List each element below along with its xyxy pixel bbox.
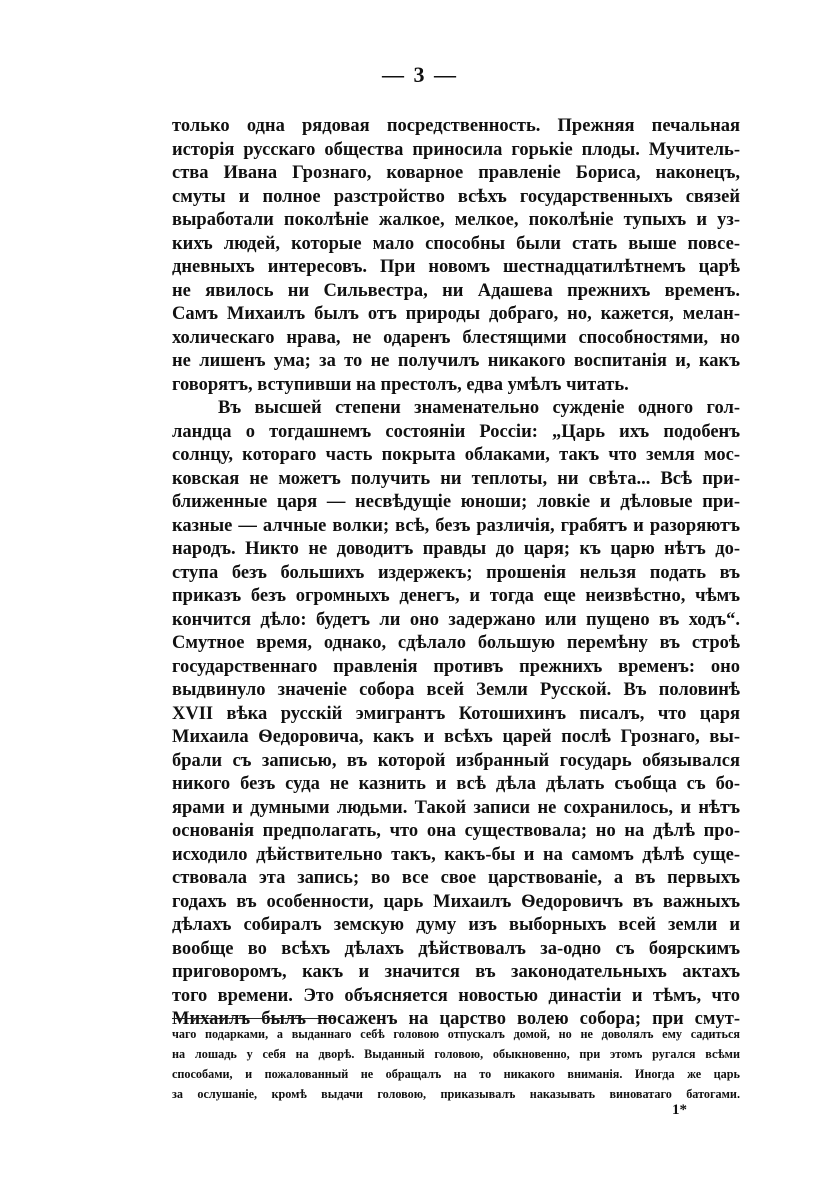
text-line: кихъ людей, которые мало способны были стать выше повсе-	[172, 233, 740, 254]
text-line: ствовала эта запись; во все свое царствованіе, а въ первыхъ	[172, 868, 740, 888]
text-line: исходило дѣйствительно такъ, какъ-бы и на самомъ дѣлѣ суще-	[172, 844, 740, 865]
footnote-line: на лошадь у себя на дворѣ. Выданный головою, обыкновенно, при этомъ ругался всѣми	[172, 1047, 740, 1061]
text-line: ства Ивана Грознаго, коварное правленіе Бориса, наконецъ,	[172, 163, 740, 183]
text-line: дневныхъ интересовъ. При новомъ шестнадцатилѣтнемъ царѣ	[172, 257, 740, 277]
text-line: выдвинуло значеніе собора всей Земли Русской. Въ половинѣ	[172, 680, 740, 700]
text-line: Михаила Ѳедоровича, какъ и всѣхъ царей послѣ Грознаго, вы-	[172, 727, 740, 747]
text-line: ближенные царя — несвѣдущіе юноши; ловкіе и дѣловые при-	[172, 492, 740, 512]
text-line: ландца о тогдашнемъ состояніи Россіи: „Царь ихъ подобенъ	[172, 421, 740, 442]
text-line: основанія предполагать, что она существовала; но на дѣлѣ про-	[172, 821, 740, 841]
text-line: холическаго нрава, не одаренъ блестящими способностями, но	[172, 327, 740, 348]
text-line: только одна рядовая посредственность. Прежняя печальная	[172, 116, 740, 136]
text-line: вообще во всѣхъ дѣлахъ дѣйствовалъ за-одно съ боярскимъ	[172, 938, 740, 959]
text-line: смуты и полное разстройство всѣхъ государственныхъ связей	[172, 186, 740, 207]
footnote	[172, 1024, 740, 1104]
text-line: дѣлахъ собиралъ земскую думу изъ выборныхъ всей земли и	[172, 915, 740, 935]
text-line: брали съ записью, въ которой избранный государь обязывался	[172, 750, 740, 771]
text-line: народъ. Никто не доводитъ правды до царя; къ царю нѣтъ до-	[172, 539, 740, 559]
text-line: Михаилъ былъ посаженъ на царство волею собора; при смут-	[172, 1009, 740, 1029]
text-line: не лишенъ ума; за то не получилъ никакого воспитанія и, какъ	[172, 351, 740, 371]
page-number-header: — 3 —	[382, 62, 458, 87]
text-line: ковская не можетъ получить ни теплоты, ни свѣта... Всѣ при-	[172, 468, 740, 489]
text-line: казные — алчные волки; всѣ, безъ различія, грабятъ и разоряютъ	[172, 515, 740, 536]
text-line: государственнаго правленія противъ прежнихъ временъ: оно	[172, 656, 740, 677]
text-line: Самъ Михаилъ былъ отъ природы добраго, но, кажется, мелан-	[172, 304, 740, 324]
text-line: приказъ безъ огромныхъ денегъ, и тогда еще неизвѣстно, чѣмъ	[172, 586, 740, 606]
footnote-line: чаго подарками, а выданнаго себѣ головою отпускалъ домой, но не доволялъ ему садиться	[172, 1027, 740, 1041]
text-line: говорятъ, вступивши на престолъ, едва умѣлъ читать.	[172, 374, 629, 395]
text-line: ярами и думными людьми. Такой записи не сохранилось, и нѣтъ	[172, 797, 740, 818]
text-line: ступа безъ большихъ издержекъ; прошенія нельзя подать въ	[172, 562, 740, 583]
footnote-line: за ослушаніе, кромѣ выдачи головою, приказывалъ наказывать виноватаго батогами.	[172, 1087, 740, 1101]
text-line: Смутное время, однако, сдѣлало большую перемѣну въ строѣ	[172, 633, 740, 653]
text-line: никого безъ суда не казнить и всѣ дѣла дѣлать съобща съ бо-	[172, 774, 740, 794]
text-line: Въ высшей степени знаменательно сужденіе одного гол-	[218, 398, 740, 418]
text-line: исторія русскаго общества приносила горькіе плоды. Мучитель-	[172, 139, 740, 160]
text-line: не явилось ни Сильвестра, ни Адашева прежнихъ временъ.	[172, 280, 740, 301]
text-line: выработали поколѣніе жалкое, мелкое, поколѣніе тупыхъ и уз-	[172, 210, 740, 230]
signature-mark: 1*	[672, 1102, 687, 1118]
text-line: солнцу, котораго часть покрыта облаками, такъ что земля мос-	[172, 445, 740, 465]
text-line: XVII вѣка русскій эмигрантъ Котошихинъ писалъ, что царя	[172, 703, 740, 724]
footnote-line: способами, и пожалованный не обращалъ на то никакого вниманія. Иногда же царь	[172, 1067, 740, 1081]
text-line: кончится дѣло: будетъ ли оно задержано или пущено въ ходъ“.	[172, 609, 740, 630]
main-text	[172, 115, 740, 1032]
text-line: приговоромъ, какъ и значится въ законодательныхъ актахъ	[172, 962, 740, 982]
text-line: того времени. Это объясняется новостью династіи и тѣмъ, что	[172, 985, 740, 1006]
text-line: годахъ въ особенности, царь Михаилъ Ѳедоровичъ въ важныхъ	[172, 891, 740, 912]
footnote-divider	[172, 1018, 334, 1019]
